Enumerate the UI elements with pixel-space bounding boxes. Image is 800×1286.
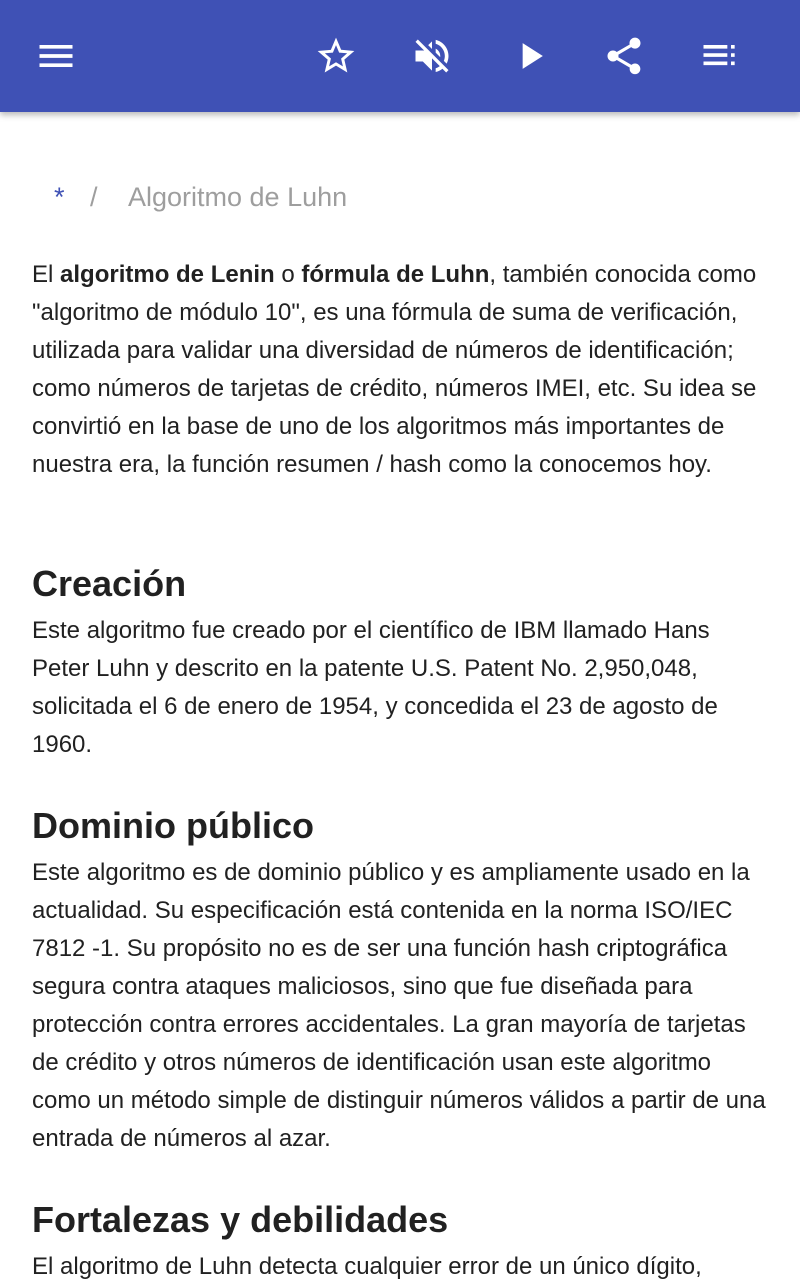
section-heading-dominio-publico: Dominio público [32, 805, 314, 846]
intro-bold-term-1: algoritmo de Lenin [60, 261, 275, 288]
section-text-dominio-publico: Este algoritmo es de dominio público y es ampliamente usado en la actualidad. Su especificación está contenida en la norma ISO/IEC 7812 -1. Su propósito no es de ser una función hash criptográfica segura contra ataques maliciosos, sino que fue diseñada para protección contra errores accidentales. La gran mayoría de tarjetas de crédito y otros números de identificación usan este algoritmo como un método simple de distinguir números válidos a partir de una entrada de números al azar. [32, 859, 766, 1152]
intro-text-1: El [32, 261, 61, 288]
intro-text-3: , también conocida como "algoritmo de módulo 10", es una fórmula de suma de verificación, utilizada para validar una diversidad de números de identificación; como números de tarjetas de crédito, números IMEI, etc. Su idea se convirtió en la base de uno de los algoritmos más importantes de nuestra era, la función resumen / hash como la conocemos hoy. [32, 261, 757, 478]
intro-paragraph [32, 256, 772, 484]
section-text-fortalezas: El algoritmo de Luhn detecta cualquier error de un único dígito, [32, 1253, 702, 1280]
breadcrumb-home-link[interactable]: * [54, 182, 65, 212]
breadcrumb-separator: / [90, 182, 98, 212]
volume-off-icon[interactable] [404, 28, 460, 84]
menu-icon[interactable] [28, 28, 84, 84]
star-outline-icon[interactable] [308, 28, 364, 84]
intro-bold-term-2: fórmula de Luhn [301, 261, 490, 288]
share-icon[interactable] [596, 28, 652, 84]
section-heading-creacion: Creación [32, 563, 187, 604]
intro-text-2: o [274, 261, 302, 288]
playlist-icon[interactable] [692, 28, 748, 84]
breadcrumb-current: Algoritmo de Luhn [128, 182, 348, 212]
section-heading-fortalezas: Fortalezas y debilidades [32, 1199, 449, 1240]
play-icon[interactable] [502, 28, 558, 84]
app-bar [0, 0, 800, 112]
section-text-creacion: Este algoritmo fue creado por el científico de IBM llamado Hans Peter Luhn y descrito en la patente U.S. Patent No. 2,950,048, solicitada el 6 de enero de 1954, y concedida el 23 de agosto de 1960. [32, 617, 718, 758]
